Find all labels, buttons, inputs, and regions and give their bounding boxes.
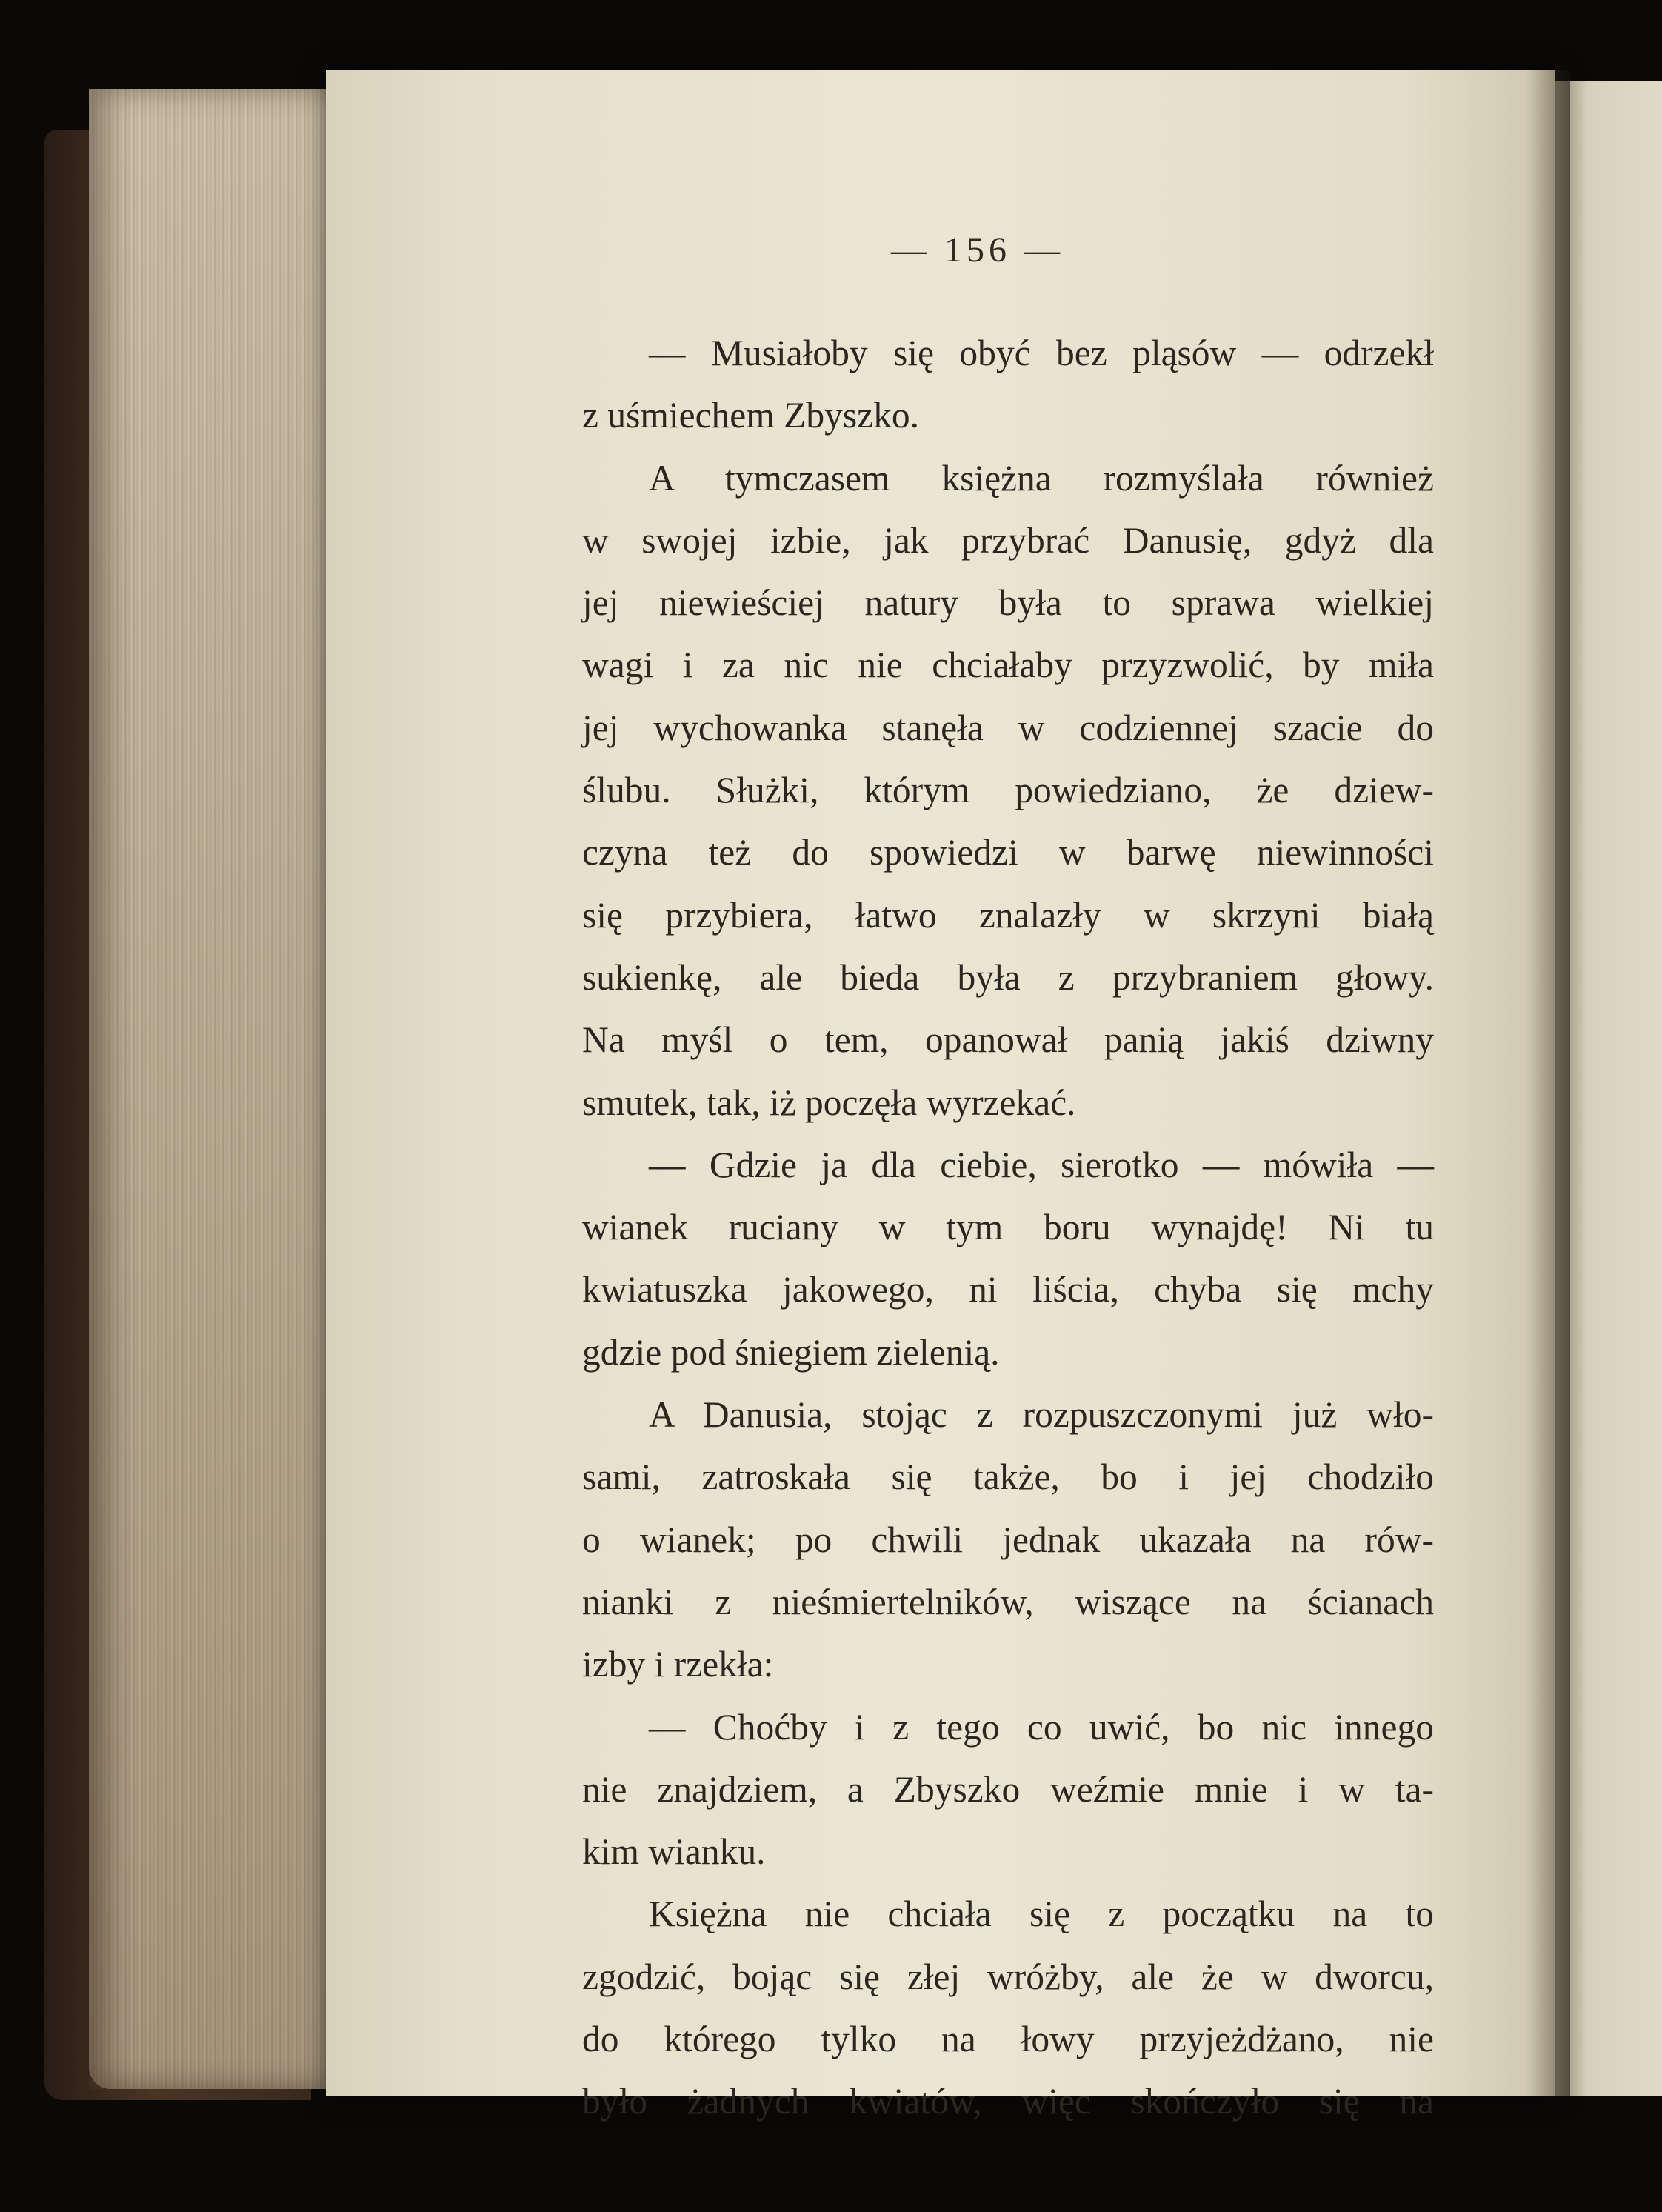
text-line: — Musiałoby się obyć bez pląsów — odrzekł (649, 333, 1434, 373)
text-line: zgodzić, bojąc się złej wróżby, ale że w dworcu, (582, 1956, 1434, 1997)
text-line: w swojej izbie, jak przybrać Danusię, gdyż dla (582, 519, 1434, 561)
text-line: — Gdzie ja dla ciebie, sierotko — mówiła — (649, 1144, 1434, 1185)
text-line: sami, zatroskała się także, bo i jej chodziło (582, 1456, 1434, 1498)
text-line: czyna też do spowiedzi w barwę niewinności (582, 832, 1434, 873)
text-line: do którego tylko na łowy przyjeżdżano, nie (582, 2019, 1434, 2060)
page-gutter (1526, 70, 1570, 2096)
text-line: A Danusia, stojąc z rozpuszczonymi już wło- (649, 1394, 1434, 1436)
text-line: smutek, tak, iż poczęła wyrzekać. (582, 1082, 1076, 1123)
text-line: — Choćby i z tego co uwić, bo nic innego (649, 1706, 1434, 1748)
text-line: kwiatuszka jakowego, ni liścia, chyba się mchy (582, 1269, 1434, 1310)
text-line: izby i rzekła: (582, 1644, 774, 1685)
text-line: się przybiera, łatwo znalazły w skrzyni białą (582, 894, 1434, 936)
text-line: kim wianku. (582, 1831, 766, 1873)
text-line: ślubu. Służki, którym powiedziano, że dziew- (582, 770, 1434, 811)
page-edges (89, 89, 356, 2089)
page-text (582, 322, 1434, 2133)
page-number: — 156 — (891, 230, 1064, 270)
text-line: Na myśl o tem, opanował panią jakiś dziwny (582, 1019, 1434, 1061)
text-line: z uśmiechem Zbyszko. (582, 395, 919, 436)
text-line: nie znajdziem, a Zbyszko weźmie mnie i w ta- (582, 1768, 1434, 1810)
facing-page (1555, 81, 1662, 2096)
text-line: wianek ruciany w tym boru wynajdę! Ni tu (582, 1207, 1434, 1248)
text-line: wagi i za nic nie chciałaby przyzwolić, by miła (582, 644, 1434, 686)
text-line: nianki z nieśmiertelników, wiszące na ścianach (582, 1581, 1434, 1622)
text-line: jej wychowanka stanęła w codziennej szacie do (582, 707, 1434, 748)
text-line: o wianek; po chwili jednak ukazała na rów- (582, 1519, 1434, 1560)
text-line: A tymczasem księżna rozmyślała również (649, 457, 1434, 499)
text-line: było żadnych kwiatów, więc skończyło się na (582, 2081, 1434, 2122)
text-line: sukienkę, ale bieda była z przybraniem głowy. (582, 956, 1434, 998)
text-line: jej niewieściej natury była to sprawa wielkiej (582, 582, 1434, 624)
text-line: Księżna nie chciała się z początku na to (649, 1893, 1434, 1935)
text-line: gdzie pod śniegiem zielenią. (582, 1331, 1000, 1373)
